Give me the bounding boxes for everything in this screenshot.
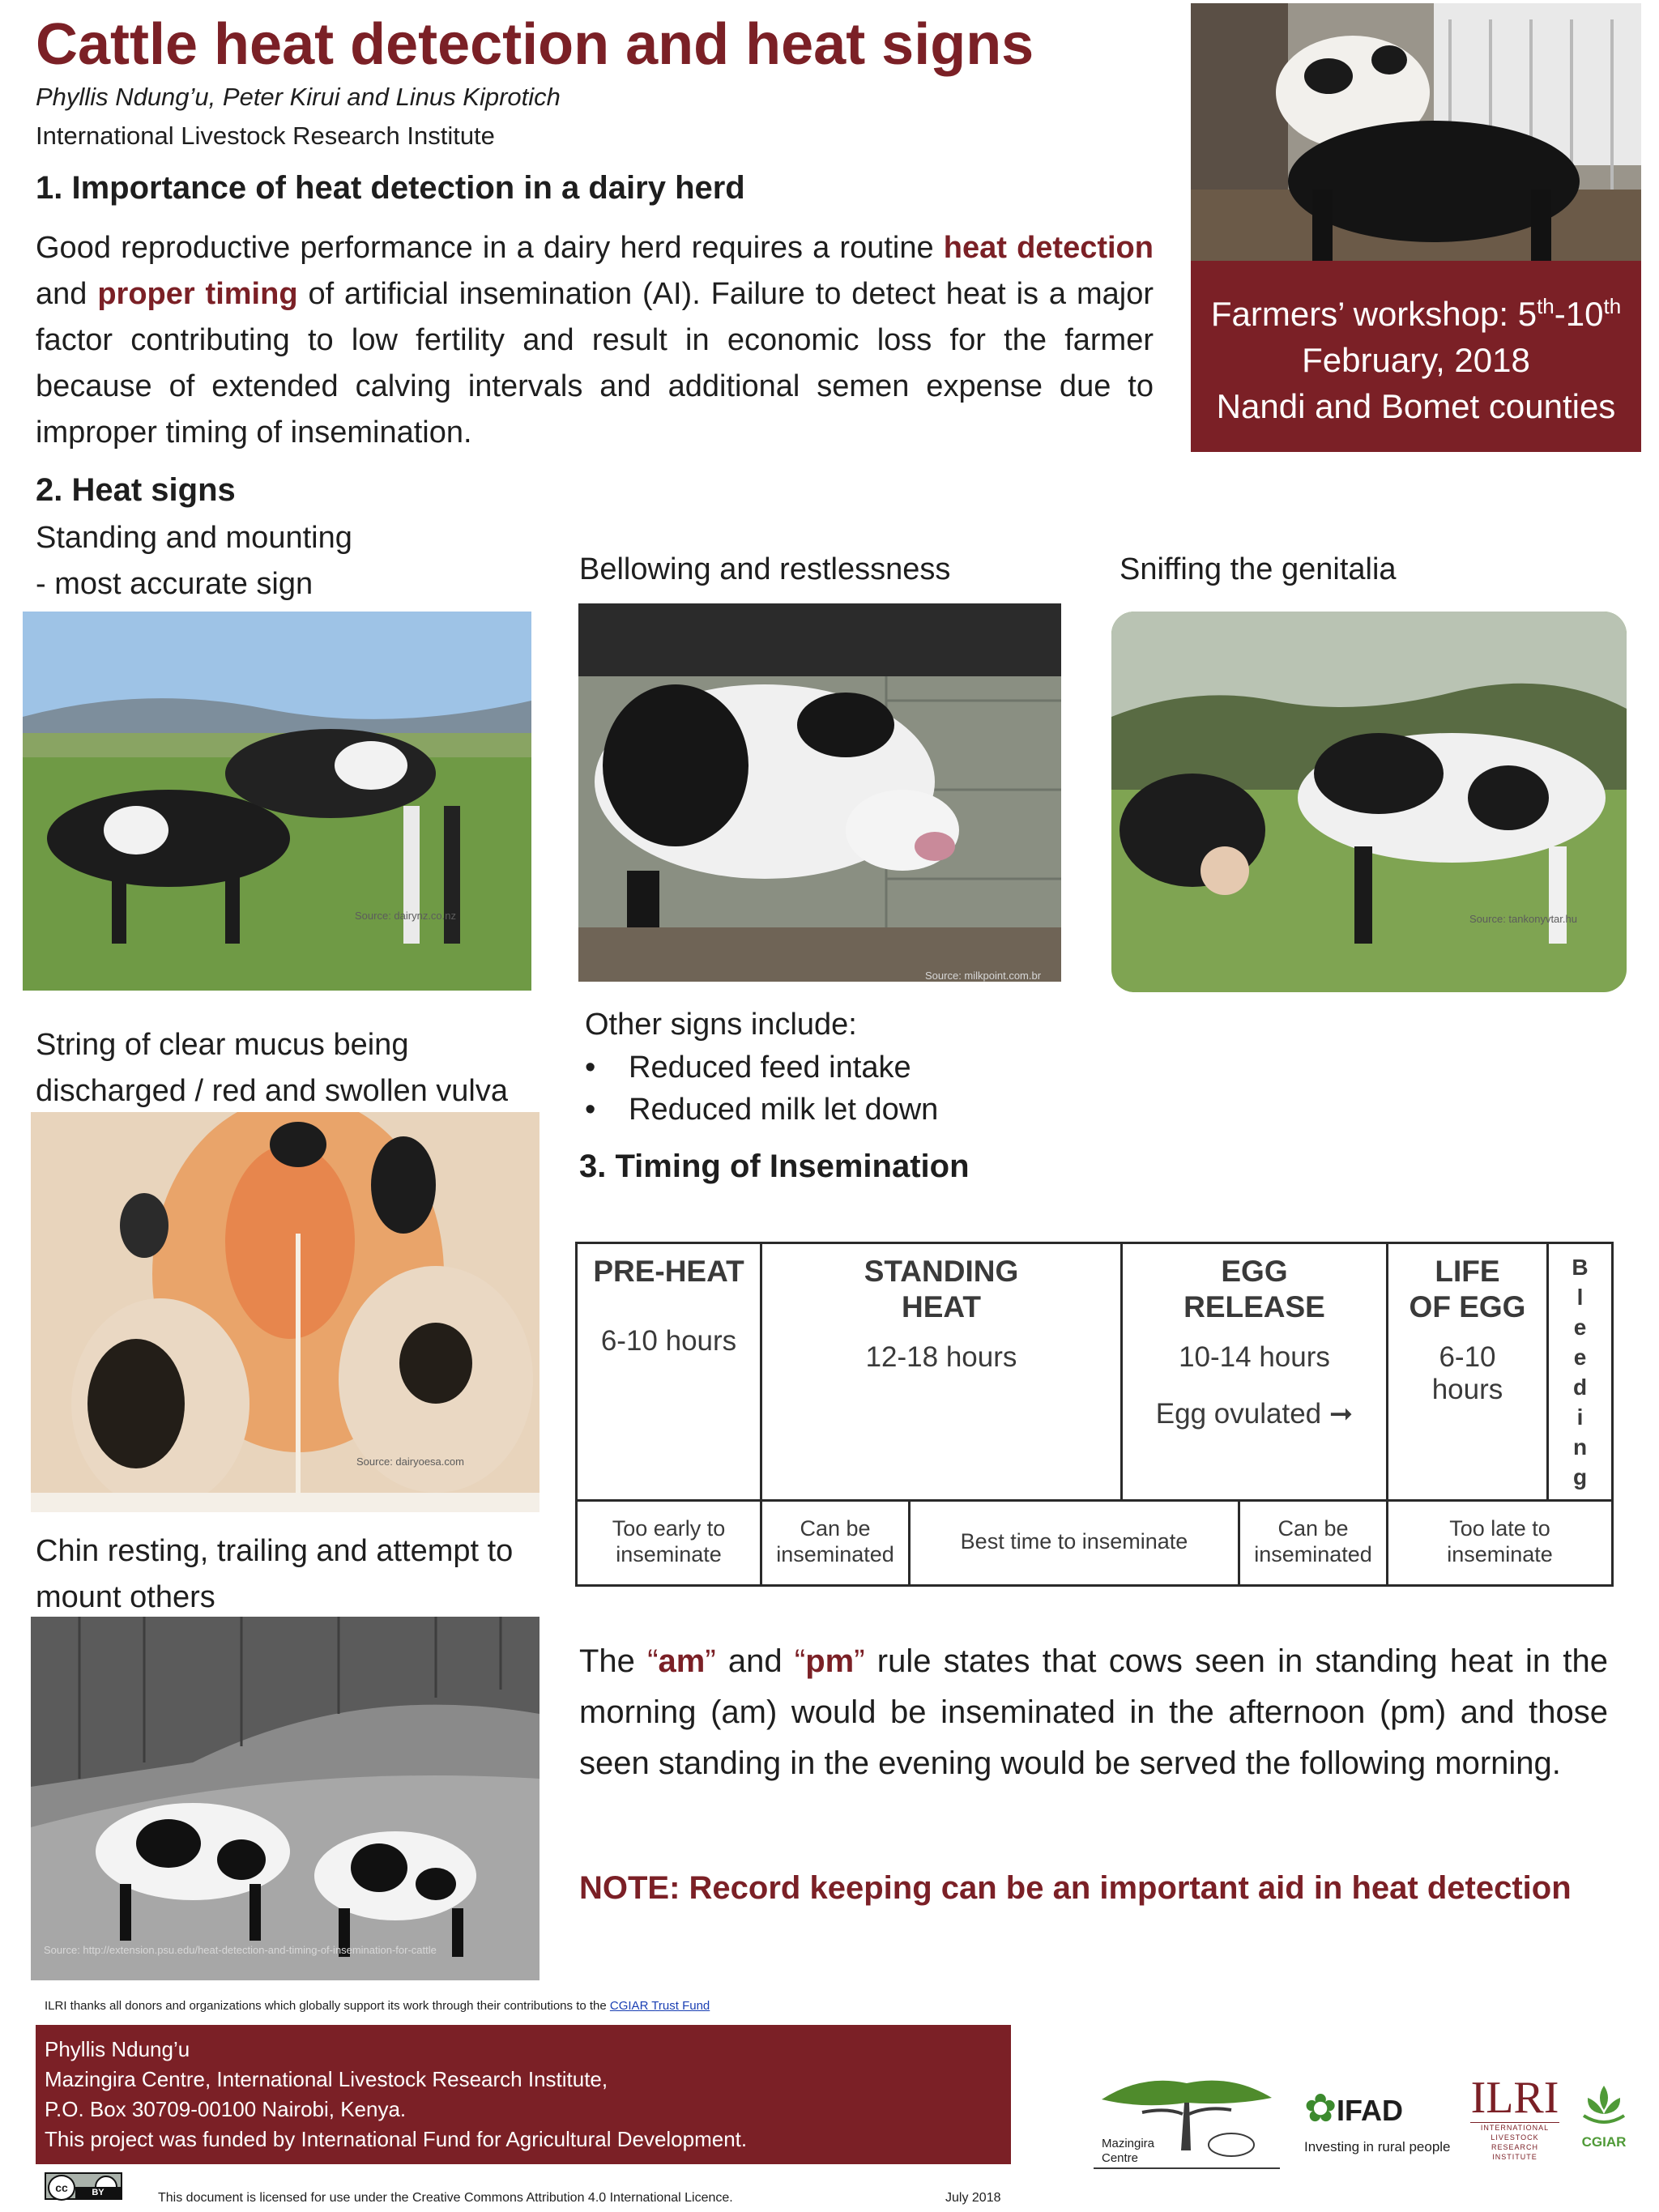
ifad-logo: ✿ IFAD Investing in rural people — [1304, 2087, 1451, 2154]
mazingira-centre-logo: Mazingira Centre — [1094, 2073, 1280, 2171]
poster-title: Cattle heat detection and heat signs — [36, 12, 1034, 77]
workshop-banner — [1191, 261, 1641, 452]
timing-can-be-late: Can be inseminated — [1254, 1516, 1372, 1566]
ilri-logo: ILRI INTERNATIONAL LIVESTOCK RESEARCH INSTITUTE — [1470, 2073, 1559, 2161]
photo-source: Source: milkpoint.com.br — [925, 970, 1042, 982]
photo-source: Source: http://extension.psu.edu/heat-detection-and-timing-of-insemination-for-cattle — [44, 1944, 437, 1956]
list-item: • Reduced milk let down — [585, 1093, 939, 1127]
publication-date: July 2018 — [945, 2191, 1001, 2205]
workshop-month: February, 2018 — [1302, 341, 1530, 379]
phase-egg-release: EGG RELEASE 10-14 hours Egg ovulated ➞ — [1155, 1255, 1354, 1430]
other-signs-heading: Other signs include: — [585, 1008, 857, 1042]
photo-standing-mounting — [23, 612, 531, 991]
contact-address: P.O. Box 30709-00100 Nairobi, Kenya. — [45, 2097, 407, 2121]
timing-best-time: Best time to inseminate — [960, 1529, 1188, 1554]
workshop-dates: Farmers’ workshop: 5th-10th — [1210, 294, 1622, 333]
am-pm-rule-paragraph: The “am” and “pm” rule states that cows seen in standing heat in the morning (am) would be inseminated in the afternoon (pm) and those seen standing in the evening would be served the following morning. — [579, 1643, 1609, 1781]
workshop-location: Nandi and Bomet counties — [1216, 387, 1616, 425]
section3-heading: 3. Timing of Insemination — [579, 1149, 970, 1184]
license-text: This document is licensed for use under the Creative Commons Attribution 4.0 International Licence. — [158, 2191, 733, 2205]
cgiar-logo: CGIAR — [1576, 2082, 1632, 2163]
timing-too-early: Too early to inseminate — [612, 1516, 726, 1566]
section1-heading: 1. Importance of heat detection in a dairy herd — [36, 170, 745, 206]
sign-bellowing-label: Bellowing and restlessness — [579, 552, 951, 586]
phase-standing-heat: STANDING HEAT 12-18 hours — [864, 1255, 1019, 1373]
photo-source: Source: dairyoesa.com — [356, 1455, 464, 1468]
list-item: • Reduced feed intake — [585, 1051, 911, 1085]
photo-sniffing — [1111, 612, 1627, 992]
other-signs-list — [585, 1046, 938, 1131]
photo-source: Source: dairynz.co.nz — [355, 910, 457, 922]
phase-life-of-egg: LIFE OF EGG 6-10 hours — [1409, 1255, 1526, 1405]
sign-mucus-label: String of clear mucus being discharged / red and swollen vulva — [36, 1028, 509, 1108]
contact-org: Mazingira Centre, International Livestock Research Institute, — [45, 2067, 608, 2091]
contact-name: Phyllis Ndung’u — [45, 2037, 190, 2061]
photo-mounting-barn — [1191, 3, 1641, 261]
contact-funding: This project was funded by International Fund for Agricultural Development. — [45, 2127, 748, 2151]
photo-mucus — [31, 1112, 539, 1512]
photo-bellowing — [578, 603, 1061, 982]
authors: Phyllis Ndung’u, Peter Kirui and Linus Kiprotich — [36, 83, 561, 111]
contact-box — [36, 2025, 1011, 2164]
photo-source: Source: tankonyvtar.hu — [1469, 913, 1577, 925]
timing-too-late: Too late to inseminate — [1447, 1516, 1553, 1566]
cgiar-leaf-icon — [1576, 2082, 1632, 2130]
record-keeping-note: NOTE: Record keeping can be an important aid in heat detection — [579, 1870, 1572, 1906]
wheat-icon: ✿ — [1304, 2087, 1337, 2130]
phase-bleeding: B l e e d i n g — [1572, 1255, 1589, 1490]
section1-paragraph: Good reproductive performance in a dairy herd requires a routine heat detection and proper timing of artificial insemination (AI). Failure to detect heat is a major factor contributing to low fertility and result in economic loss for the farmer because of extended calving intervals and additional semen expense due to improper timing of insemination. — [36, 231, 1154, 450]
timing-can-be-early: Can be inseminated — [776, 1516, 894, 1566]
institution: International Livestock Research Institute — [36, 121, 495, 150]
cc-by-license-icon: cc BY — [45, 2172, 122, 2200]
cgiar-trust-fund-link[interactable]: CGIAR Trust Fund — [609, 1999, 710, 2013]
acknowledgement: ILRI thanks all donors and organizations which globally support its work through their contributions to the CGIAR Trust Fund — [45, 1999, 710, 2013]
phase-pre-heat: PRE-HEAT 6-10 hours — [593, 1255, 744, 1357]
sign-sniffing-label: Sniffing the genitalia — [1120, 552, 1397, 586]
sign-chin-resting-label: Chin resting, trailing and attempt to mount others — [36, 1534, 514, 1614]
insemination-timing-table — [575, 1242, 1614, 1587]
photo-chin-resting — [31, 1617, 539, 1980]
section2-heading: 2. Heat signs — [36, 472, 236, 508]
sign-standing-label: Standing and mounting - most accurate sign — [36, 521, 352, 601]
